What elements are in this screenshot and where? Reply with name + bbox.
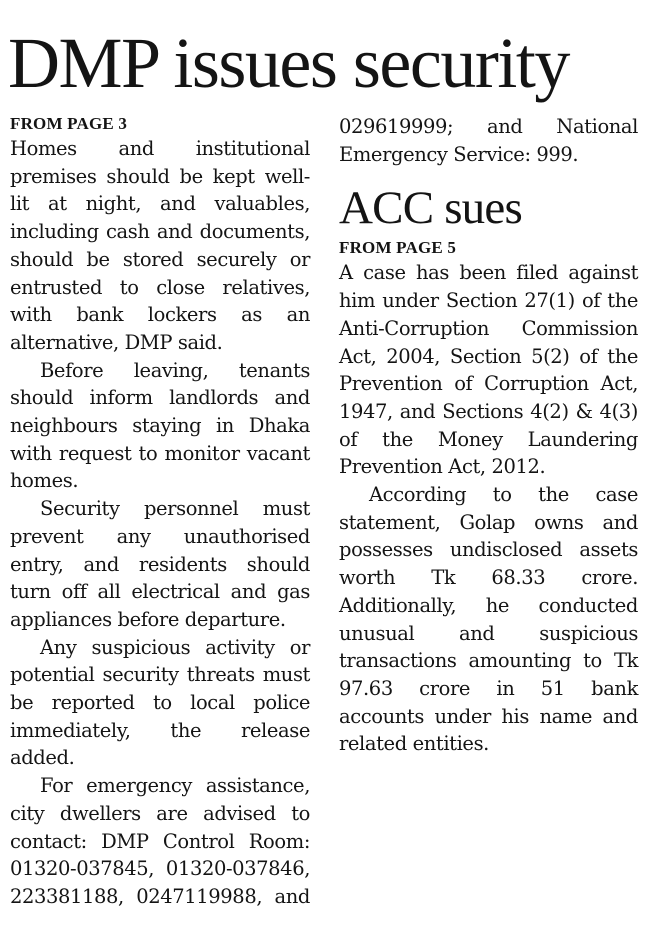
- article-paragraph: Security personnel must prevent any unauthorised entry, and residents should turn off all electrical and gas appliances before departure.: [10, 497, 310, 631]
- article-paragraph: According to the case statement, Golap owns and possesses undisclosed assets worth Tk 68.33 crore. Additionally, he conducted unusual and suspicious transactions amounting to Tk 97.63 crore in 51 bank accounts under his name and related entities.: [339, 483, 638, 756]
- article-paragraph-continued: For emergency assistance, city dwellers are advised to contact: DMP Control Room: 01320-037845, 01320-037846, 223381188, 0247119988, and: [10, 774, 310, 908]
- article-headline: DMP issues security: [8, 23, 569, 103]
- article-column-left: [10, 113, 310, 911]
- article-paragraph: Any suspicious activity or potential security threats must be reported to local police immediately, the release added.: [10, 635, 310, 770]
- continued-text-flow: [339, 113, 638, 168]
- article-paragraph: A case has been filed against him under Section 27(1) of the Anti-Corruption Commission Act, 2004, Section 5(2) of the Prevention of Corruption Act, 1947, and Sections 4(2) & 4(3) of the Money Laundering Prevention Act, 2012.: [339, 261, 638, 479]
- article-paragraph: Homes and institutional premises should be kept well-lit at night, and valuables, including cash and documents, should be stored securely or entrusted to close relatives, with bank lockers as an alternative, DMP said.: [10, 137, 310, 354]
- article-subhead: ACC sues: [339, 182, 522, 235]
- article-paragraph-continuation: 029619999; and National Emergency Service: 999.: [339, 115, 638, 166]
- article-paragraph: Before leaving, tenants should inform landlords and neighbours staying in Dhaka with request to monitor vacant homes.: [10, 358, 310, 493]
- article-column-right: [339, 113, 638, 758]
- jump-line: FROM PAGE 5: [339, 238, 457, 258]
- jump-line: FROM PAGE 3: [10, 114, 128, 133]
